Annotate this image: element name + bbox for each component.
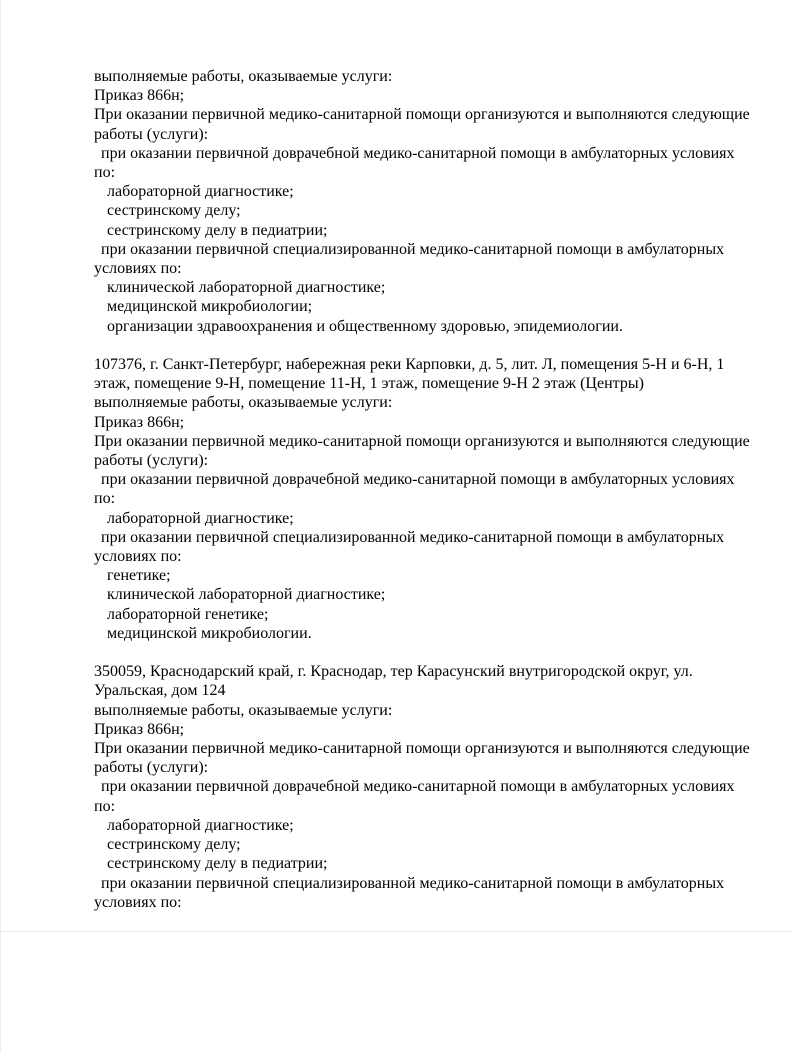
text-line: лабораторной диагностике; [107,183,294,201]
text-line: Уральская, дом 124 [94,682,226,700]
text-line: при оказании первичной специализированной медико-санитарной помощи в амбулаторных [101,240,725,258]
text-line: медицинской микробиологии; [107,298,313,316]
text-line: 107376, г. Санкт-Петербург, набережная реки Карповки, д. 5, лит. Л, помещения 5-Н и 6-Н, 1 [94,356,725,374]
text-line: при оказании первичной доврачебной медико-санитарной помощи в амбулаторных условиях [101,144,735,162]
text-line: лабораторной диагностике; [107,509,294,527]
text-line: сестринскому делу в педиатрии; [107,221,328,239]
text-line: работы (услуги): [94,759,209,777]
text-line: выполняемые работы, оказываемые услуги: [94,701,393,719]
text-line: работы (услуги): [94,452,209,470]
text-line: клинической лабораторной диагностике; [107,586,386,604]
text-line: условиях по: [94,260,182,278]
text-line: при оказании первичной специализированной медико-санитарной помощи в амбулаторных [101,528,725,546]
text-line: медицинской микробиологии. [107,624,312,642]
text-line: Приказ 866н; [94,87,185,105]
section-divider [1,931,793,932]
text-line: организации здравоохранения и общественному здоровью, эпидемиологии. [107,317,623,335]
text-line: При оказании первичной медико-санитарной помощи организуются и выполняются следующие [94,740,750,758]
text-line: сестринскому делу; [107,836,241,854]
text-line: сестринскому делу в педиатрии; [107,855,328,873]
text-line: лабораторной диагностике; [107,816,294,834]
text-line: работы (услуги): [94,125,209,143]
text-line: при оказании первичной специализированной медико-санитарной помощи в амбулаторных [101,874,725,892]
text-line: Приказ 866н; [94,413,185,431]
document-section [94,355,750,643]
text-line: при оказании первичной доврачебной медико-санитарной помощи в амбулаторных условиях [101,778,735,796]
text-line: условиях по: [94,548,182,566]
text-line: При оказании первичной медико-санитарной помощи организуются и выполняются следующие [94,106,750,124]
text-line: по: [94,797,116,815]
text-line: сестринскому делу; [107,202,241,220]
text-line: условиях по: [94,893,182,911]
document-section [94,67,750,336]
text-line: выполняемые работы, оказываемые услуги: [94,68,393,85]
document-text [94,67,750,912]
text-line: 350059, Краснодарский край, г. Краснодар, тер Карасунский внутригородской округ, ул. [94,663,693,681]
text-line: клинической лабораторной диагностике; [107,279,386,297]
text-line: при оказании первичной доврачебной медико-санитарной помощи в амбулаторных условиях [101,471,735,489]
text-line: Приказ 866н; [94,720,185,738]
document-section [94,662,750,912]
text-line: по: [94,490,116,508]
text-line: лабораторной генетике; [107,605,269,623]
text-line: выполняемые работы, оказываемые услуги: [94,394,393,412]
text-line: генетике; [107,567,171,585]
text-line: этаж, помещение 9-Н, помещение 11-Н, 1 этаж, помещение 9-Н 2 этаж (Центры) [94,375,644,393]
text-line: При оказании первичной медико-санитарной помощи организуются и выполняются следующие [94,432,750,450]
text-line: по: [94,164,116,182]
